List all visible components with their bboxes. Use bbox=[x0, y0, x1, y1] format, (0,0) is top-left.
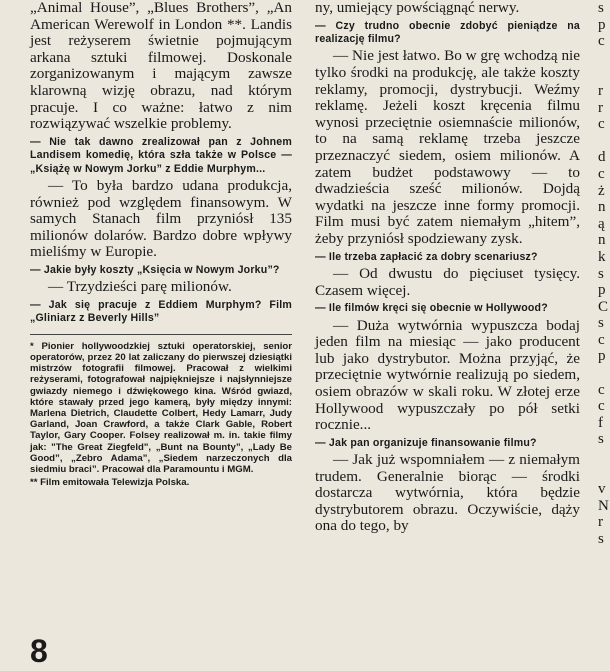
question-films-count: — Ile filmów kręci się obecnie w Hollywood? bbox=[315, 302, 548, 315]
footnote-2: ** Film emitowała Telewizja Polska. bbox=[30, 477, 190, 489]
question-raising-money: — Czy trudno obecnie zdobyć pieniądze na realizację filmu? bbox=[315, 19, 580, 45]
right-column-fragment: n bbox=[598, 232, 606, 249]
right-column-fragment: c bbox=[598, 331, 605, 348]
question-prince-in-new-york: — Nie tak dawno zrealizował pan z Johnem Landisem komedię, która szła także w Polsce — „Książę w Nowym Jorku” z Eddie Murphym... bbox=[30, 135, 292, 175]
right-column-fragment: r bbox=[598, 514, 603, 531]
right-column-fragment: c bbox=[598, 381, 605, 398]
right-column-fragment: s bbox=[598, 0, 604, 16]
right-column-fragment: s bbox=[598, 531, 604, 547]
right-column-fragment: s bbox=[598, 315, 604, 332]
right-column-fragment bbox=[598, 365, 610, 382]
right-column-fragment: c bbox=[598, 165, 605, 182]
right-column-fragment: d bbox=[598, 149, 606, 166]
question-financing: — Jak pan organizuje finansowanie filmu? bbox=[315, 436, 537, 449]
answer-raising-money: — Nie jest łatwo. Bo w grę wchodzą nie tylko środki na produkcję, ale także koszty reklamy, promocji, dystrybucji. Weźmy reklamę. Jeżeli koszt kręcenia filmu wynosi przeciętnie osiemnaście milionów, to na samą reklamę trzeba jeszcze przeznaczyć siedem, osiem milionów. A zatem budżet podstawowy — to dwadzieścia sześć milionów. Dojdą wydatki na jeszcze inne formy promocji. Film musi być zatem niemałym „hitem”, żeby przyniósł spodziewany zysk. bbox=[315, 47, 580, 247]
question-eddie-murphy: — Jak się pracuje z Eddiem Murphym? Film „Gliniarz z Beverly Hills” bbox=[30, 298, 292, 325]
right-column-fragment: s bbox=[598, 431, 604, 448]
right-column-fragment: s bbox=[598, 265, 604, 282]
answer-films-count: — Duża wytwórnia wypuszcza bodaj jeden film na miesiąc — jako producent lub jako dystrybutor. Można przyjąć, że przeciętnie wytwórnie realizują po siedem, osiem obrazów w skali roku. W złotej erze Hollywood wypuszczały po pół setki rocznie... bbox=[315, 316, 580, 434]
right-column-fragment bbox=[598, 66, 610, 83]
right-column-fragment: C bbox=[598, 298, 609, 315]
right-column-fragment: v bbox=[598, 481, 606, 498]
right-column-fragment: k bbox=[598, 248, 606, 265]
right-column-fragment: ą bbox=[598, 215, 605, 232]
answer-costs: — Trzydzieści parę milionów. bbox=[48, 278, 232, 296]
middle-continuation: ny, umiejący powściągnąć nerwy. bbox=[315, 0, 520, 16]
right-column-fragment: p bbox=[598, 282, 606, 299]
right-column-fragment: c bbox=[598, 116, 605, 133]
right-column-fragment bbox=[598, 448, 610, 465]
right-column-fragment: r bbox=[598, 82, 603, 99]
question-costs: — Jakie były koszty „Księcia w Nowym Jorku”? bbox=[30, 263, 280, 276]
right-column-cropped bbox=[598, 0, 610, 548]
right-column-fragment: c bbox=[598, 33, 605, 50]
right-column-fragment: ż bbox=[598, 182, 605, 199]
right-column-fragment: p bbox=[598, 348, 606, 365]
right-column-fragment: c bbox=[598, 398, 605, 415]
answer-screenplay-price: — Od dwustu do pięciuset tysięcy. Czasem więcej. bbox=[315, 264, 580, 299]
right-column-fragment: p bbox=[598, 16, 606, 33]
left-column bbox=[30, 0, 292, 490]
right-column-fragment: N bbox=[598, 497, 609, 514]
right-column-fragment bbox=[598, 50, 610, 67]
footnote-1: * Pionier hollywoodzkiej sztuki operatorskiej, senior operatorów, przez 20 lat zaliczany do pierwszej dziesiątki mistrzów fotografii filmowej. Pracował z wielkimi reżyserami, fotografował najpiękniejsze i najsłynniejsze gwiazdy niemego i dźwiękowego kina. Wśród gwiazd, które stawały przed jego kamerą, były między innymi: Marlena Dietrich, Claudette Colbert, Hedy Lamarr, Judy Garland, Joan Crawford, a także Clark Gable, Robert Taylor, Gary Cooper. Folsey realizował m. in. takie filmy jak: "The Great Ziegfeld", „Bunt na Bounty”, „Lady Be Good”, „Zebro Adama”, „Siedem narzeczonych dla siedmiu braci”. Pracował dla Paramountu i MGM. bbox=[30, 340, 292, 475]
page-number: 8 bbox=[30, 633, 48, 669]
answer-financing: — Jak już wspomniałem — z niemałym trudem. Generalnie biorąc — środki dostarcza wytwórnia, która będzie dystrybutorem obrazu. Oczywiście, dąży ona do tego, by bbox=[315, 451, 580, 535]
left-intro-paragraph: „Animal House”, „Blues Brothers”, „An American Werewolf in London **. Landis jest reżyserem świetnie pojmującym arkana sztuki filmowej. Doskonale zorganizowanym i mającym zawsze klarowną wizję obrazu, nad którym pracuje. I co ważne: łatwo z nim rozwiązywać wszelkie problemy. bbox=[30, 0, 292, 133]
footnotes bbox=[30, 341, 292, 489]
right-column-fragment: n bbox=[598, 199, 606, 216]
answer-prince-in-new-york: — To była bardzo udana produkcja, również pod względem finansowym. W samych Stanach film przyniósł 135 milionów dolarów. Bardzo dobre wpływy mieliśmy w Europie. bbox=[30, 176, 292, 261]
right-column-fragment: r bbox=[598, 99, 603, 116]
middle-column bbox=[315, 0, 580, 535]
question-screenplay-price: — Ile trzeba zapłacić za dobry scenariusz? bbox=[315, 250, 538, 263]
right-column-fragment bbox=[598, 133, 610, 150]
right-column-fragment bbox=[598, 465, 610, 482]
right-column-fragment: f bbox=[598, 414, 603, 431]
footnote-divider bbox=[30, 334, 292, 335]
